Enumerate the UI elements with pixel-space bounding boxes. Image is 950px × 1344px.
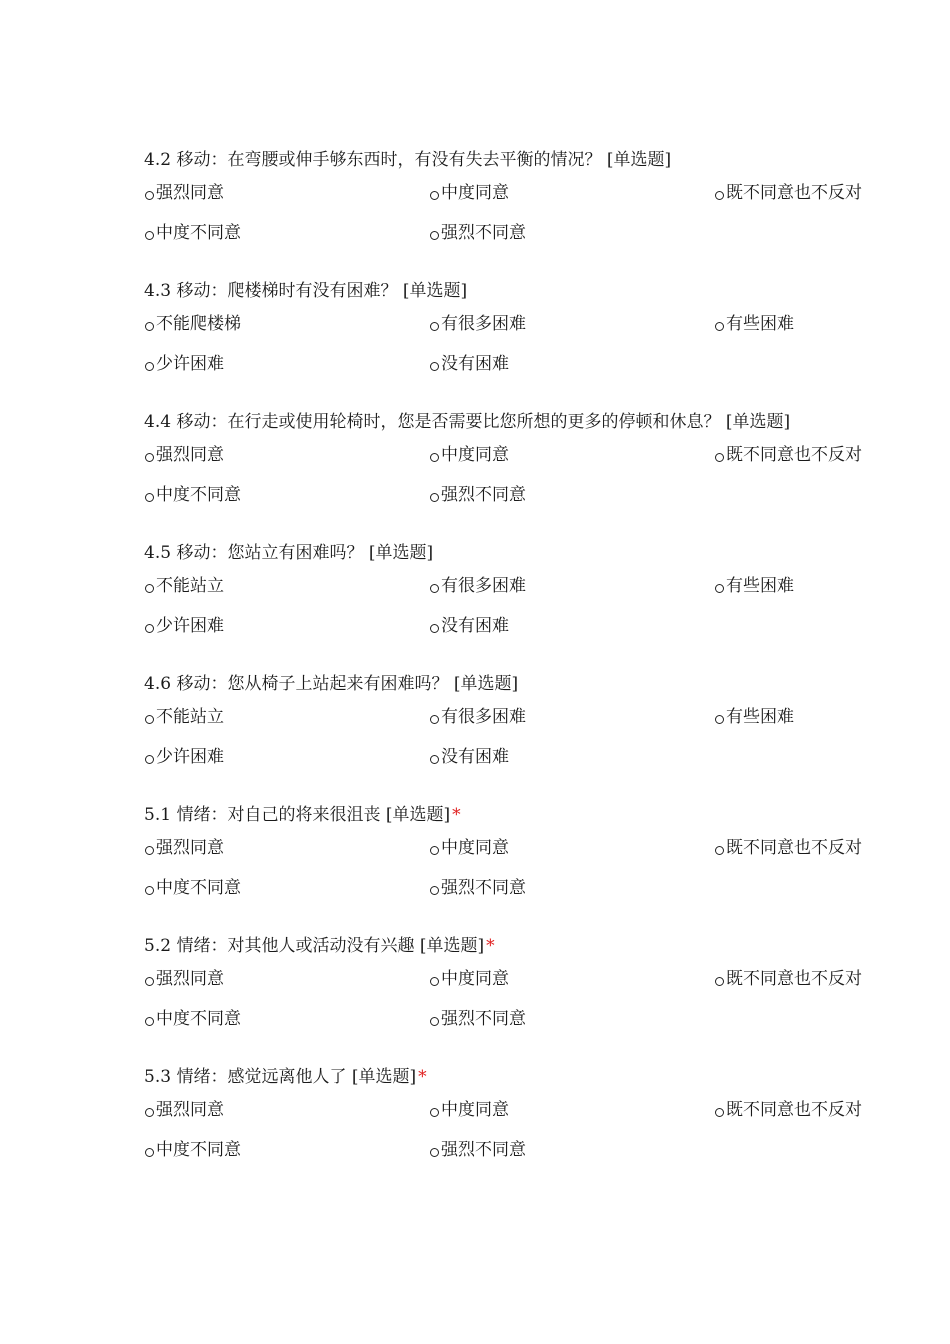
radio-circle-icon[interactable] bbox=[430, 624, 439, 633]
radio-circle-icon[interactable] bbox=[715, 584, 724, 593]
question-4-6 bbox=[144, 672, 904, 785]
option-radio[interactable]: 少许困难 bbox=[144, 745, 429, 785]
option-radio[interactable]: 强烈不同意 bbox=[429, 483, 714, 523]
option-radio[interactable]: 没有困难 bbox=[429, 614, 714, 654]
radio-circle-icon[interactable] bbox=[715, 1108, 724, 1117]
radio-circle-icon[interactable] bbox=[145, 846, 154, 855]
radio-circle-icon[interactable] bbox=[145, 453, 154, 462]
option-group bbox=[144, 705, 904, 785]
radio-circle-icon[interactable] bbox=[715, 453, 724, 462]
radio-circle-icon[interactable] bbox=[145, 624, 154, 633]
option-radio[interactable]: 没有困难 bbox=[429, 745, 714, 785]
option-radio[interactable]: 强烈不同意 bbox=[429, 876, 714, 916]
option-group bbox=[144, 181, 904, 261]
radio-circle-icon[interactable] bbox=[145, 755, 154, 764]
required-marker: * bbox=[452, 805, 461, 825]
option-group bbox=[144, 1098, 904, 1178]
option-radio[interactable]: 中度同意 bbox=[429, 181, 714, 221]
radio-circle-icon[interactable] bbox=[430, 1017, 439, 1026]
option-radio[interactable]: 中度不同意 bbox=[144, 483, 429, 523]
radio-circle-icon[interactable] bbox=[145, 977, 154, 986]
radio-circle-icon[interactable] bbox=[430, 362, 439, 371]
question-title: 5.1 情绪：对自己的将来很沮丧 [单选题] * bbox=[144, 805, 461, 825]
question-title: 4.2 移动：在弯腰或伸手够东西时，有没有失去平衡的情况？ [单选题] bbox=[144, 150, 672, 170]
radio-circle-icon[interactable] bbox=[715, 977, 724, 986]
radio-circle-icon[interactable] bbox=[715, 191, 724, 200]
option-group bbox=[144, 967, 904, 1047]
option-group bbox=[144, 312, 904, 392]
option-radio[interactable]: 强烈不同意 bbox=[429, 1138, 714, 1178]
question-4-5 bbox=[144, 541, 904, 654]
radio-circle-icon[interactable] bbox=[145, 322, 154, 331]
option-radio[interactable]: 强烈同意 bbox=[144, 181, 429, 221]
question-title: 4.5 移动：您站立有困难吗？ [单选题] bbox=[144, 543, 434, 563]
radio-circle-icon[interactable] bbox=[715, 322, 724, 331]
option-group bbox=[144, 574, 904, 654]
option-radio[interactable]: 强烈不同意 bbox=[429, 221, 714, 261]
radio-circle-icon[interactable] bbox=[145, 715, 154, 724]
option-group bbox=[144, 443, 904, 523]
option-radio[interactable]: 有很多困难 bbox=[429, 574, 714, 614]
option-radio[interactable]: 既不同意也不反对 bbox=[714, 967, 904, 1007]
required-marker: * bbox=[418, 1067, 427, 1087]
option-radio[interactable]: 有很多困难 bbox=[429, 312, 714, 352]
radio-circle-icon[interactable] bbox=[430, 755, 439, 764]
option-radio[interactable]: 中度同意 bbox=[429, 836, 714, 876]
radio-circle-icon[interactable] bbox=[145, 362, 154, 371]
option-radio[interactable]: 少许困难 bbox=[144, 614, 429, 654]
question-4-4 bbox=[144, 410, 904, 523]
question-title: 4.6 移动：您从椅子上站起来有困难吗？ [单选题] bbox=[144, 674, 519, 694]
radio-circle-icon[interactable] bbox=[430, 715, 439, 724]
question-5-2 bbox=[144, 934, 904, 1047]
option-radio[interactable]: 中度不同意 bbox=[144, 1007, 429, 1047]
option-radio[interactable]: 有些困难 bbox=[714, 574, 904, 614]
option-radio[interactable]: 不能站立 bbox=[144, 574, 429, 614]
survey-page bbox=[144, 148, 904, 1196]
option-radio[interactable]: 中度不同意 bbox=[144, 221, 429, 261]
radio-circle-icon[interactable] bbox=[430, 977, 439, 986]
option-radio[interactable]: 中度同意 bbox=[429, 967, 714, 1007]
radio-circle-icon[interactable] bbox=[715, 846, 724, 855]
option-radio[interactable]: 中度不同意 bbox=[144, 1138, 429, 1178]
radio-circle-icon[interactable] bbox=[145, 231, 154, 240]
radio-circle-icon[interactable] bbox=[430, 846, 439, 855]
radio-circle-icon[interactable] bbox=[145, 1148, 154, 1157]
option-radio[interactable]: 少许困难 bbox=[144, 352, 429, 392]
option-radio[interactable]: 强烈同意 bbox=[144, 836, 429, 876]
question-title: 5.2 情绪：对其他人或活动没有兴趣 [单选题] * bbox=[144, 936, 495, 956]
option-radio[interactable]: 强烈同意 bbox=[144, 1098, 429, 1138]
option-radio[interactable]: 中度同意 bbox=[429, 443, 714, 483]
radio-circle-icon[interactable] bbox=[145, 1108, 154, 1117]
radio-circle-icon[interactable] bbox=[430, 1148, 439, 1157]
question-title: 5.3 情绪：感觉远离他人了 [单选题] * bbox=[144, 1067, 427, 1087]
radio-circle-icon[interactable] bbox=[145, 493, 154, 502]
radio-circle-icon[interactable] bbox=[145, 584, 154, 593]
radio-circle-icon[interactable] bbox=[430, 231, 439, 240]
option-radio[interactable]: 强烈同意 bbox=[144, 443, 429, 483]
option-radio[interactable]: 不能站立 bbox=[144, 705, 429, 745]
option-radio[interactable]: 有些困难 bbox=[714, 312, 904, 352]
option-group bbox=[144, 836, 904, 916]
question-4-3 bbox=[144, 279, 904, 392]
radio-circle-icon[interactable] bbox=[430, 322, 439, 331]
radio-circle-icon[interactable] bbox=[430, 493, 439, 502]
option-radio[interactable]: 没有困难 bbox=[429, 352, 714, 392]
question-5-3 bbox=[144, 1065, 904, 1178]
question-5-1 bbox=[144, 803, 904, 916]
radio-circle-icon[interactable] bbox=[430, 1108, 439, 1117]
option-radio[interactable]: 既不同意也不反对 bbox=[714, 443, 904, 483]
radio-circle-icon[interactable] bbox=[145, 191, 154, 200]
radio-circle-icon[interactable] bbox=[145, 1017, 154, 1026]
option-radio[interactable]: 强烈不同意 bbox=[429, 1007, 714, 1047]
question-title: 4.4 移动：在行走或使用轮椅时，您是否需要比您所想的更多的停顿和休息？ [单选题] bbox=[144, 412, 791, 432]
option-radio[interactable]: 既不同意也不反对 bbox=[714, 181, 904, 221]
option-radio[interactable]: 中度同意 bbox=[429, 1098, 714, 1138]
option-radio[interactable]: 不能爬楼梯 bbox=[144, 312, 429, 352]
radio-circle-icon[interactable] bbox=[430, 453, 439, 462]
question-title: 4.3 移动：爬楼梯时有没有困难？ [单选题] bbox=[144, 281, 468, 301]
required-marker: * bbox=[486, 936, 495, 956]
radio-circle-icon[interactable] bbox=[145, 886, 154, 895]
radio-circle-icon[interactable] bbox=[430, 886, 439, 895]
radio-circle-icon[interactable] bbox=[430, 584, 439, 593]
question-4-2 bbox=[144, 148, 904, 261]
radio-circle-icon[interactable] bbox=[430, 191, 439, 200]
option-radio[interactable]: 既不同意也不反对 bbox=[714, 1098, 904, 1138]
option-radio[interactable]: 既不同意也不反对 bbox=[714, 836, 904, 876]
option-radio[interactable]: 有很多困难 bbox=[429, 705, 714, 745]
option-radio[interactable]: 强烈同意 bbox=[144, 967, 429, 1007]
option-radio[interactable]: 中度不同意 bbox=[144, 876, 429, 916]
option-radio[interactable]: 有些困难 bbox=[714, 705, 904, 745]
radio-circle-icon[interactable] bbox=[715, 715, 724, 724]
